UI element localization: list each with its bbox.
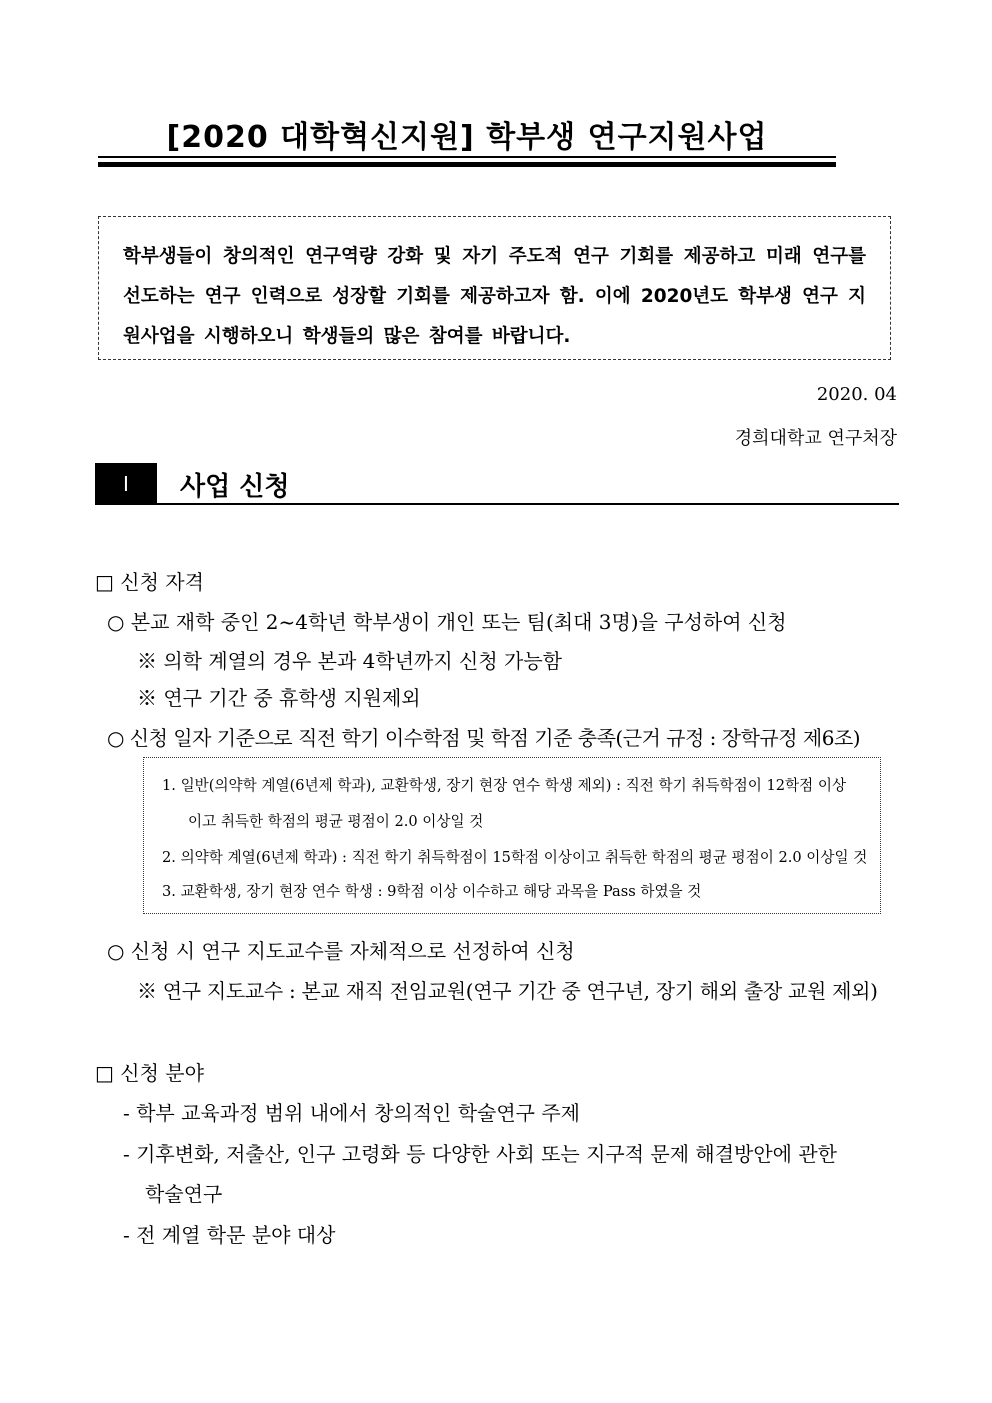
eligibility-note-3: ※ 연구 지도교수 : 본교 재직 전임교원(연구 기간 중 연구년, 장기 해외 출장 교원 제외) xyxy=(137,979,878,1003)
fields-item-3: - 전 계열 학문 분야 대상 xyxy=(123,1223,336,1247)
eligibility-item-3: ○ 신청 시 연구 지도교수를 자체적으로 선정하여 신청 xyxy=(107,939,575,963)
fields-item-2-cont: 학술연구 xyxy=(145,1182,223,1206)
eligibility-item-1: ○ 본교 재학 중인 2~4학년 학부생이 개인 또는 팀(최대 3명)을 구성하여 신청 xyxy=(107,610,787,634)
fields-item-1: - 학부 교육과정 범위 내에서 창의적인 학술연구 주제 xyxy=(123,1101,580,1125)
section-title: 사업 신청 xyxy=(180,472,290,502)
issue-date: 2020. 04 xyxy=(816,384,897,405)
fields-item-2: - 기후변화, 저출산, 인구 고령화 등 다양한 사회 또는 지구적 문제 해결방안에 관한 xyxy=(123,1142,838,1166)
eligibility-item-2: ○ 신청 일자 기준으로 직전 학기 이수학점 및 학점 기준 충족(근거 규정 : 장학규정 제6조) xyxy=(107,726,861,750)
issuer: 경희대학교 연구처장 xyxy=(734,428,897,449)
eligibility-note-1: ※ 의학 계열의 경우 본과 4학년까지 신청 가능함 xyxy=(137,649,562,673)
eligibility-heading: □ 신청 자격 xyxy=(95,570,204,594)
title-rule-thin xyxy=(98,156,836,158)
criteria-item-2: 2. 의약학 계열(6년제 학과) : 직전 학기 취득학점이 15학점 이상이고 취득한 학점의 평균 평점이 2.0 이상일 것 xyxy=(162,849,868,866)
intro-text: 학부생들이 창의적인 연구역량 강화 및 자기 주도적 연구 기회를 제공하고 미래 연구를 선도하는 연구 인력으로 성장할 기회를 제공하고자 함. 이에 2020년도 학부생 연구 지원사업을 시행하오니 학생들의 많은 참여를 바랍니다. xyxy=(123,246,866,347)
criteria-box xyxy=(143,757,881,914)
criteria-item-3: 3. 교환학생, 장기 현장 연수 학생 : 9학점 이상 이수하고 해당 과목을 Pass 하였을 것 xyxy=(162,883,702,900)
page-title: [2020 대학혁신지원] 학부생 연구지원사업 xyxy=(166,120,768,155)
section-rule xyxy=(95,503,899,505)
title-rule-thick xyxy=(98,162,836,167)
fields-heading: □ 신청 분야 xyxy=(95,1061,204,1085)
intro-box xyxy=(98,216,891,360)
criteria-item-1-cont: 이고 취득한 학점의 평균 평점이 2.0 이상일 것 xyxy=(188,813,484,830)
eligibility-note-2: ※ 연구 기간 중 휴학생 지원제외 xyxy=(137,686,421,710)
criteria-item-1: 1. 일반(의약학 계열(6년제 학과), 교환학생, 장기 현장 연수 학생 제외) : 직전 학기 취득학점이 12학점 이상 xyxy=(162,777,847,794)
section-number-badge: Ⅰ xyxy=(95,463,157,504)
